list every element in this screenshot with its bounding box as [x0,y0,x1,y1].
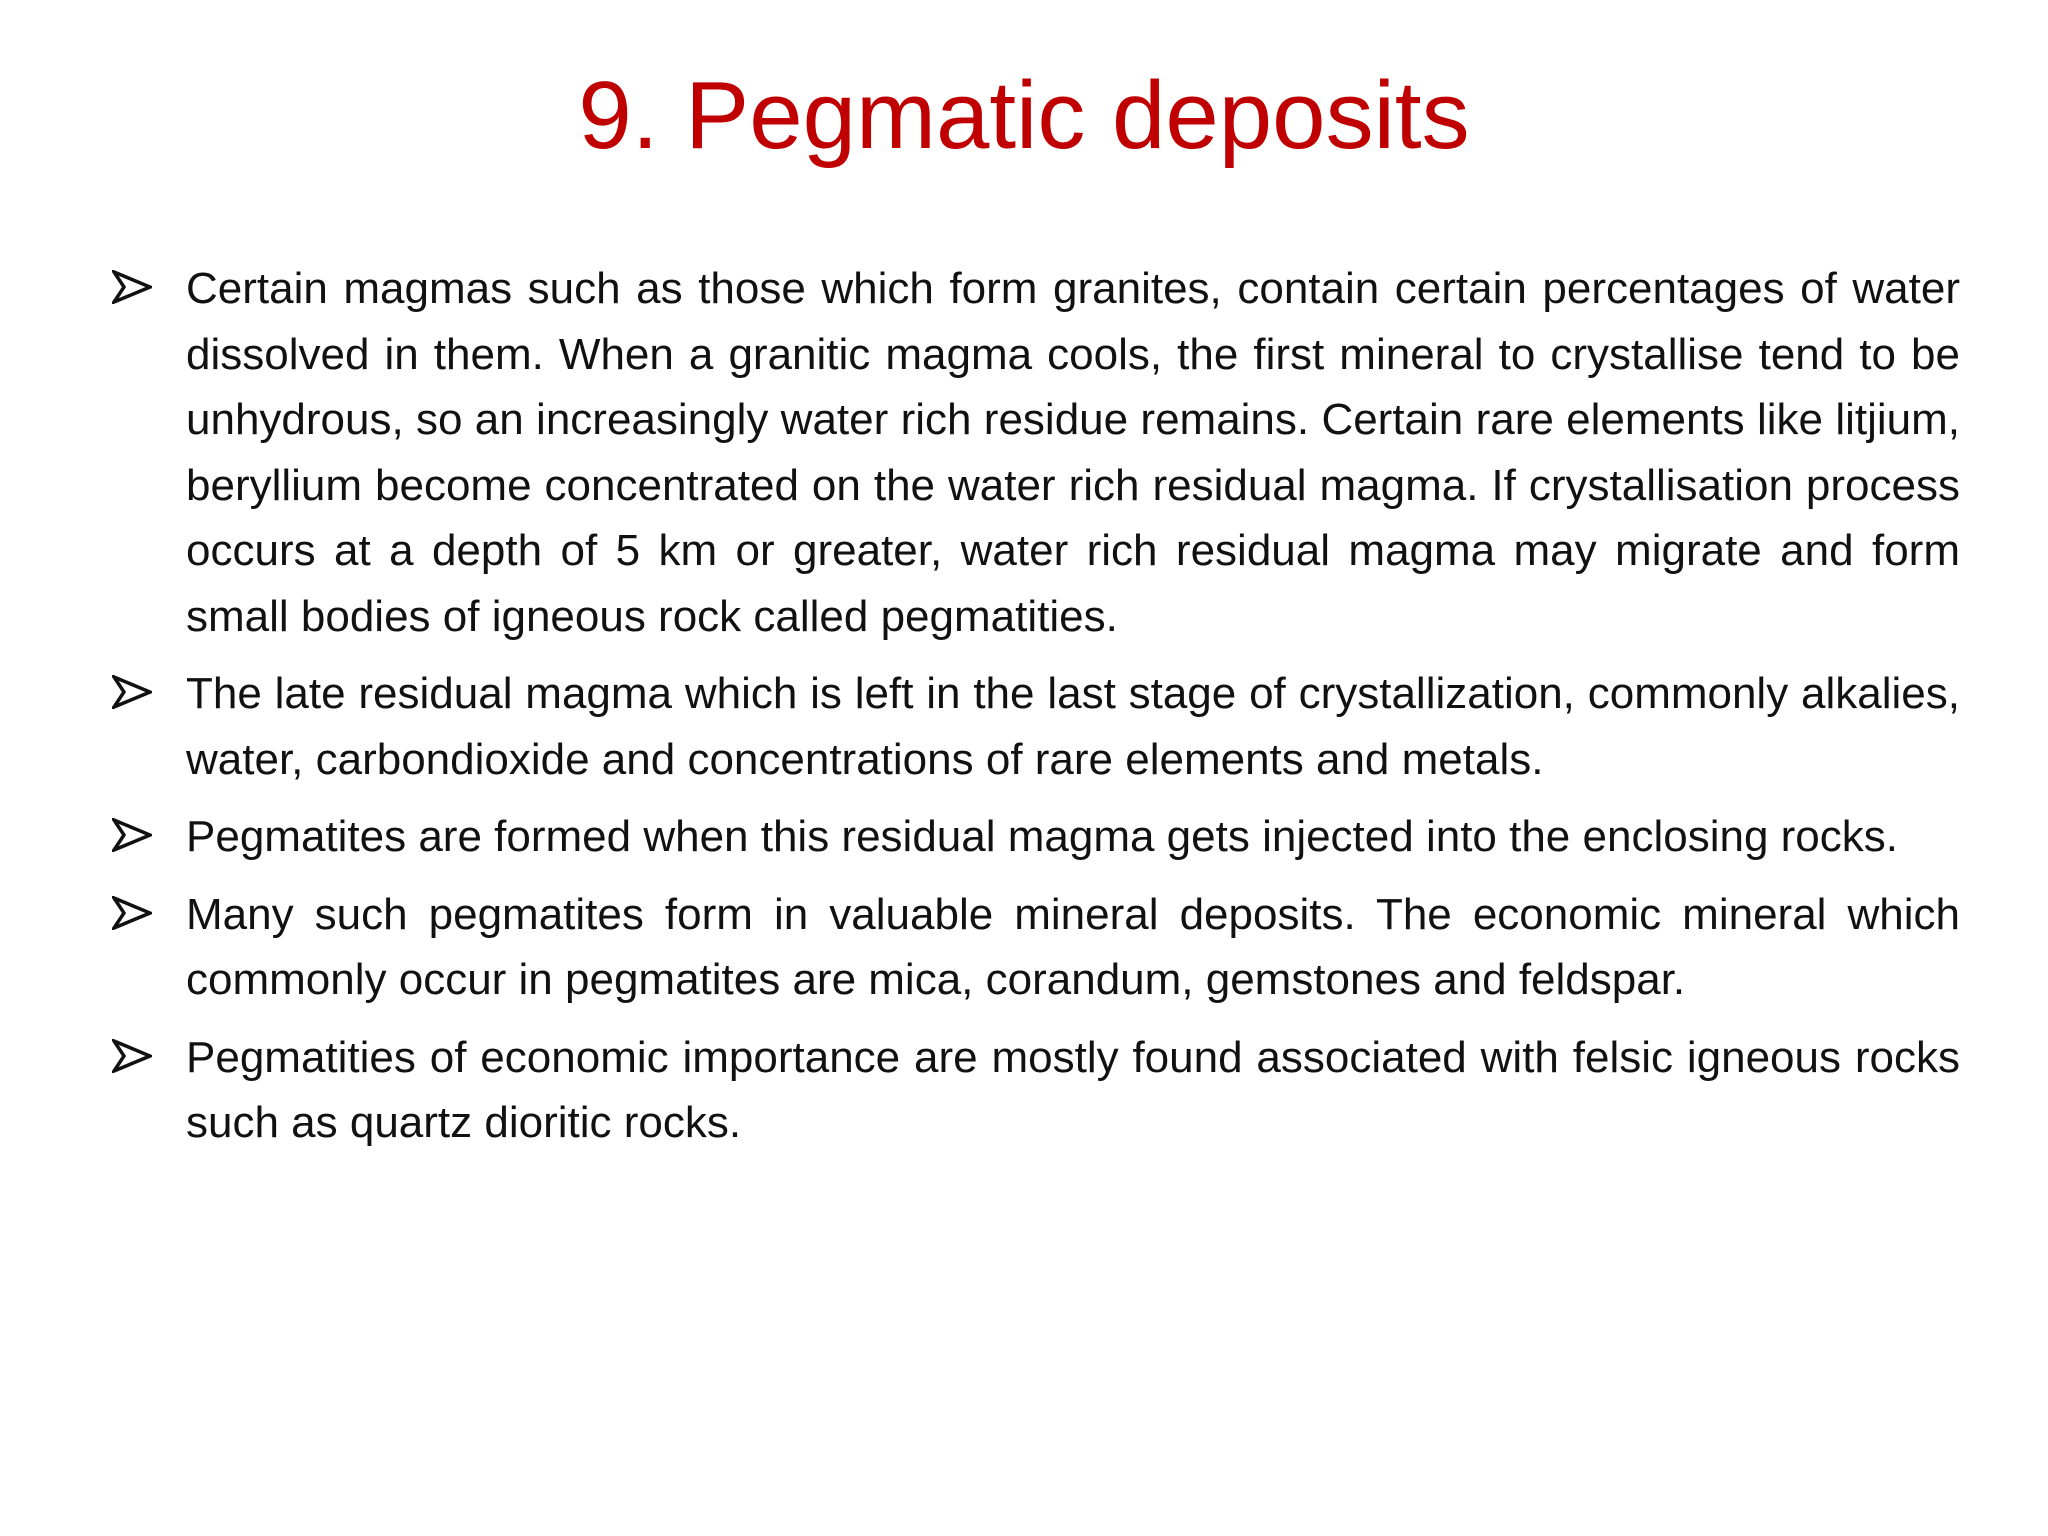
arrowhead-bullet-icon [112,896,152,930]
bullet-text: Pegmatities of economic importance are mostly found associated with felsic igneous rocks such as quartz dioritic rocks. [186,1032,1960,1147]
list-item [112,882,1960,1013]
bullet-text: Certain magmas such as those which form granites, contain certain percentages of water dissolved in them. When a granitic magma cools, the first mineral to crystallise tend to be unhydrous, so an increasingly water rich residue remains. Certain rare elements like litjium, beryllium become concentrated on the water rich residual magma. If crystallisation process occurs at a depth of 5 km or greater, water rich residual magma may migrate and form small bodies of igneous rock called pegmatities. [186,264,1960,641]
arrowhead-bullet-icon [112,675,152,709]
bullet-text: The late residual magma which is left in the last stage of crystallization, commonly alkalies, water, carbondioxide and concentrations of rare elements and metals. [186,669,1960,784]
list-item [112,256,1960,649]
arrowhead-bullet-icon [112,270,152,304]
bullet-text: Pegmatites are formed when this residual magma gets injected into the enclosing rocks. [186,812,1898,861]
arrowhead-bullet-icon [112,818,152,852]
slide-title: 9. Pegmatic deposits [578,62,1470,169]
arrowhead-bullet-icon [112,1039,152,1073]
bullet-text: Many such pegmatites form in valuable mineral deposits. The economic mineral which commonly occur in pegmatites are mica, corandum, gemstones and feldspar. [186,889,1960,1004]
list-item [112,1025,1960,1156]
bullet-list [112,256,1960,1168]
list-item [112,804,1960,870]
list-item [112,661,1960,792]
